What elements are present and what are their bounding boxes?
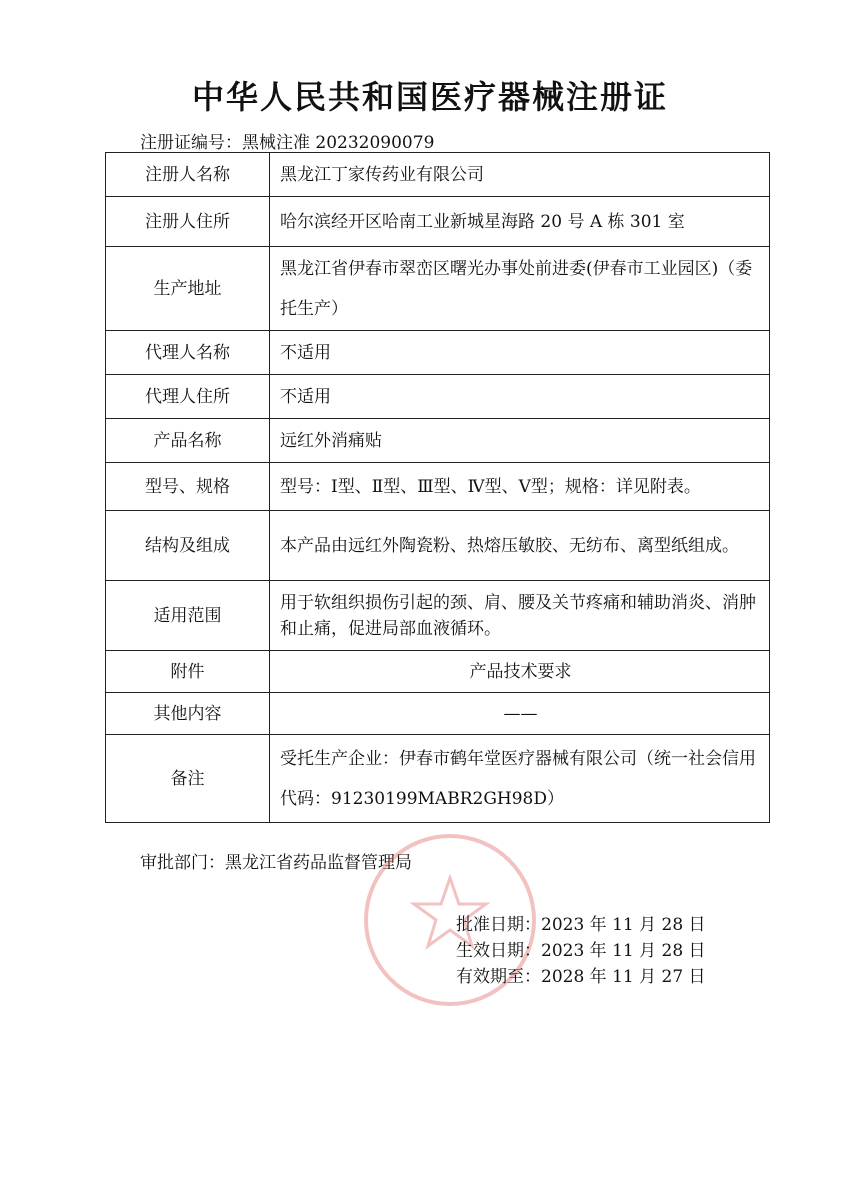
- approval-date: [456, 912, 706, 938]
- certificate-title: 中华人民共和国医疗器械注册证: [191, 78, 668, 116]
- row-value: 黑龙江丁家传药业有限公司: [270, 153, 770, 197]
- row-label: 注册人住所: [106, 197, 270, 247]
- approval-department-value: 黑龙江省药品监督管理局: [225, 853, 412, 873]
- registration-number: [140, 128, 434, 153]
- row-label: 型号、规格: [106, 463, 270, 511]
- row-label: 备注: [106, 735, 270, 823]
- row-value: 哈尔滨经开区哈南工业新城星海路 20 号 A 栋 301 室: [270, 197, 770, 247]
- table-row: [106, 375, 770, 419]
- row-value: 远红外消痛贴: [270, 419, 770, 463]
- row-label: 结构及组成: [106, 511, 270, 581]
- row-value: 不适用: [270, 375, 770, 419]
- row-label: 其他内容: [106, 693, 270, 735]
- row-label: 产品名称: [106, 419, 270, 463]
- date-label: 批准日期：: [456, 915, 541, 935]
- row-label: 注册人名称: [106, 153, 270, 197]
- table-row: [106, 153, 770, 197]
- table-row: [106, 735, 770, 823]
- registration-number-label: 注册证编号：: [140, 133, 242, 153]
- table-row: [106, 693, 770, 735]
- date-value: 2023 年 11 月 28 日: [541, 915, 706, 935]
- table-row: [106, 331, 770, 375]
- table-row: [106, 651, 770, 693]
- date-label: 有效期至：: [456, 967, 541, 987]
- expiry-date: [456, 964, 706, 990]
- row-label: 适用范围: [106, 581, 270, 651]
- table-row: [106, 581, 770, 651]
- table-row: [106, 247, 770, 331]
- date-label: 生效日期：: [456, 941, 541, 961]
- row-label: 附件: [106, 651, 270, 693]
- table-row: [106, 511, 770, 581]
- row-value: 不适用: [270, 331, 770, 375]
- effective-date: [456, 938, 706, 964]
- table-row: [106, 463, 770, 511]
- row-value: ——: [270, 693, 770, 735]
- table-row: [106, 419, 770, 463]
- table-row: [106, 197, 770, 247]
- registration-number-value: 黑械注准 20232090079: [242, 133, 435, 153]
- approval-department-label: 审批部门：: [140, 853, 225, 873]
- date-value: 2023 年 11 月 28 日: [541, 941, 706, 961]
- row-value: 本产品由远红外陶瓷粉、热熔压敏胶、无纺布、离型纸组成。: [270, 511, 770, 581]
- row-value: 受托生产企业：伊春市鹤年堂医疗器械有限公司（统一社会信用代码：91230199MABR2GH98D）: [270, 735, 770, 823]
- row-label: 生产地址: [106, 247, 270, 331]
- row-value: 用于软组织损伤引起的颈、肩、腰及关节疼痛和辅助消炎、消肿和止痛，促进局部血液循环。: [270, 581, 770, 651]
- row-value: 黑龙江省伊春市翠峦区曙光办事处前进委(伊春市工业园区)（委托生产）: [270, 247, 770, 331]
- date-value: 2028 年 11 月 27 日: [541, 967, 706, 987]
- row-label: 代理人住所: [106, 375, 270, 419]
- date-block: [456, 912, 706, 990]
- row-label: 代理人名称: [106, 331, 270, 375]
- row-value: 产品技术要求: [270, 651, 770, 693]
- row-value: 型号：Ⅰ型、Ⅱ型、Ⅲ型、Ⅳ型、Ⅴ型；规格：详见附表。: [270, 463, 770, 511]
- certificate-table: [105, 152, 770, 823]
